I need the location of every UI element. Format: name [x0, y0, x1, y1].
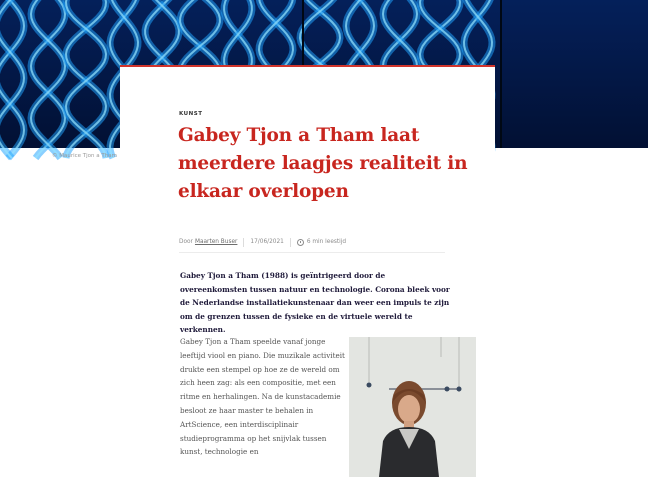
category-label[interactable]: KUNST — [179, 111, 203, 117]
article-title: Gabey Tjon a Tham laat meerdere laagjes realiteit in elkaar overlopen — [178, 125, 468, 202]
meta-divider — [290, 238, 291, 247]
article-body: Gabey Tjon a Tham speelde vanaf jonge leeftijd viool en piano. Die muzikale activiteit drukte een stempel op hoe ze de wereld om zich heen zag: als een compositie, met een ritme en herhalingen. Na de kunstacademie besloot ze haar master te behalen in ArtScience, een interdisciplinair studieprogramma op het snijvlak tussen kunst, technologie en — [180, 337, 345, 457]
meta-divider — [243, 238, 244, 247]
clock-icon — [297, 239, 304, 246]
photo-credit: © Maurice Tjon a Tham — [52, 153, 117, 159]
article-meta — [179, 234, 479, 250]
author-link[interactable]: Maarten Buser — [194, 239, 238, 245]
hero-panel-divider — [500, 0, 502, 148]
divider — [179, 252, 445, 253]
publish-date: 17/06/2021 — [250, 239, 284, 245]
article-lead: Gabey Tjon a Tham (1988) is geïntrigeerd door de overeenkomsten tussen natuur en technologie. Corona bleek voor de Nederlandse installatiekunstenaar dan weer een impuls te zijn om de grenzen tussen de fysieke en de virtuele wereld te verkennen. — [180, 271, 450, 335]
artist-portrait-image — [349, 337, 476, 477]
read-time: 6 min leestijd — [306, 239, 347, 245]
by-label: Door — [179, 239, 193, 245]
article-card — [120, 65, 495, 465]
